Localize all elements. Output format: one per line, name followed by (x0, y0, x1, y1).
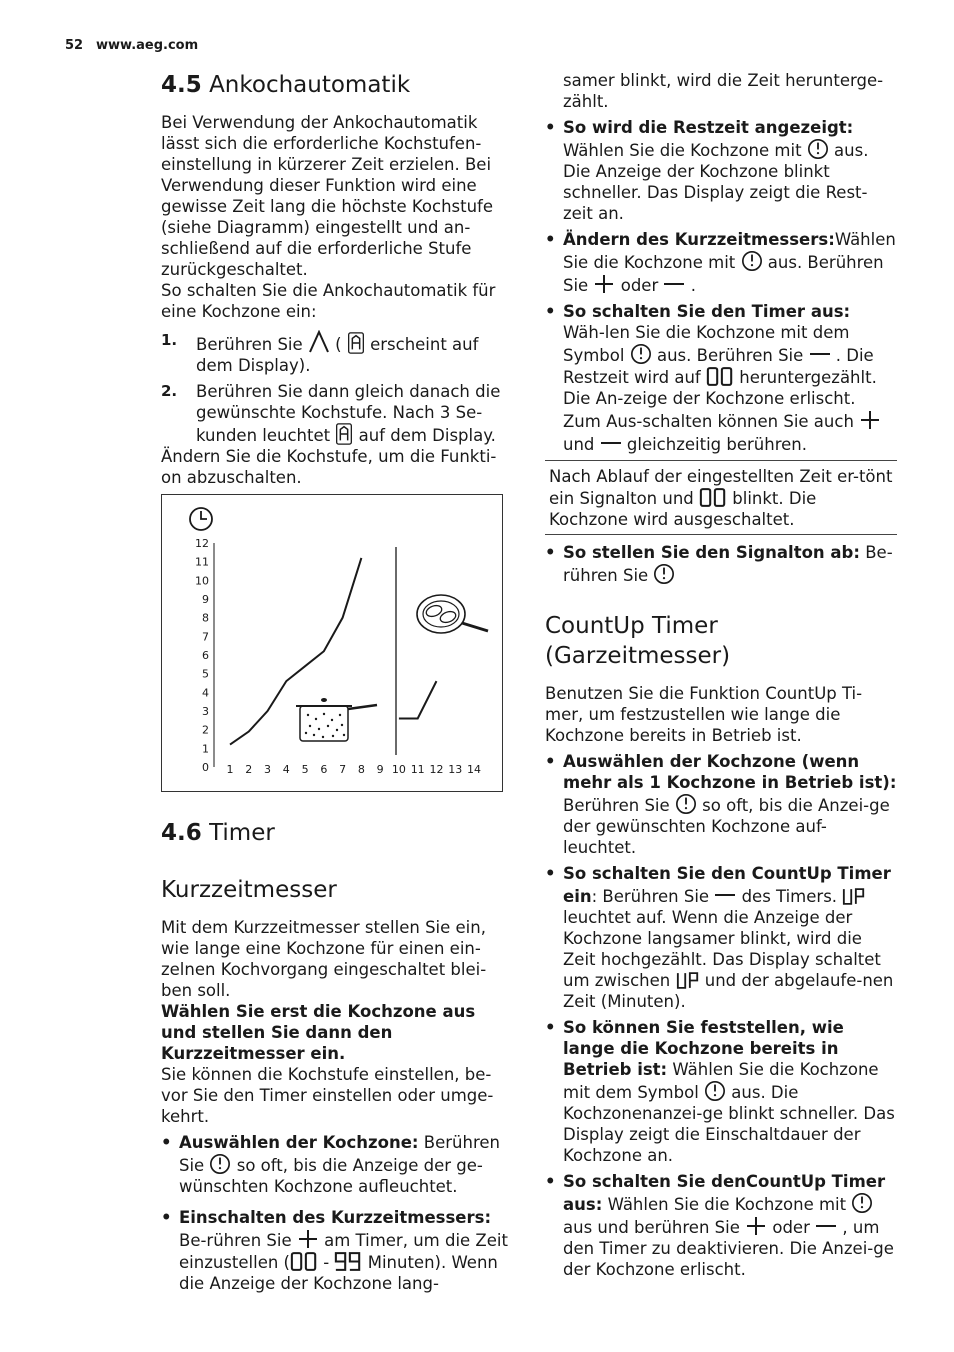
timer-icon (653, 563, 675, 585)
x-tick-label: 7 (339, 763, 347, 776)
segment-up-icon (676, 971, 700, 990)
boxed-a-display-icon (335, 423, 353, 445)
y-tick-label: 11 (195, 555, 209, 569)
list-item: • Ändern des Kurzzeitmessers:Wählen Sie die Kochzone mit aus. Berühren Sie oder . (545, 229, 897, 296)
x-tick-label: 11 (410, 763, 425, 776)
y-tick-label: 0 (202, 761, 209, 774)
x-tick-label: 6 (320, 763, 328, 776)
minus-icon (809, 343, 831, 365)
segment-00-icon (699, 487, 727, 508)
list-item: • So schalten Sie den CountUp Timer ein: Berühren Sie des Timers. leuchtet auf. Wenn die Anzeige der Kochzone langsamer blinkt, wird die Zeit hochgezählt. Das Display schaltet um zwischen und der abgelaufe-nen Zeit (Minuten). (545, 863, 897, 1012)
page-number: 52 (65, 38, 84, 53)
y-tick-label: 12 (195, 537, 209, 550)
header-url[interactable]: www.aeg.com (96, 38, 199, 53)
ankochautomatik-outro: Ändern Sie die Kochstufe, um die Funkti-on abzuschalten. (161, 447, 497, 487)
timer-icon (675, 793, 697, 815)
minus-icon (600, 432, 622, 454)
section-4-6-heading: 4.6 Timer (161, 820, 275, 846)
list-item: • Auswählen der Kochzone: Berühren Sie so oft, bis die Anzeige der ge-wünschten Kochzone aufleuchtet. (161, 1132, 511, 1197)
x-tick-label: 9 (376, 763, 384, 776)
minus-icon (815, 1215, 837, 1237)
x-tick-label: 8 (357, 763, 365, 776)
list-item: • So können Sie feststellen, wie lange die Kochzone bereits in Betrieb ist: Wählen Sie die Kochzone mit dem Symbol aus. Die Kochzonenanzei-ge blinkt schneller. Das Display zeigt die Einschaltdauer der Kochzone an. (545, 1017, 897, 1166)
list-item: • So schalten Sie denCountUp Timer aus: Wählen Sie die Kochzone mit aus und berühren Sie oder , um den Timer zu deaktivieren. Die Anzei-ge der Kochzone erlischt. (545, 1171, 897, 1280)
right-column (545, 70, 897, 1280)
y-tick-label: 4 (202, 686, 209, 700)
ankochautomatik-intro: Bei Verwendung der Ankochautomatik lässt sich die erforderliche Kochstufen-einstellung in kürzerer Zeit erzielen. Bei Verwendung dieser Funktion wird eine gewisse Zeit lang die höchste Kochstufe (siehe Diagramm) eingestellt und an-schließend auf die erforderliche Stufe zurückgeschaltet. (161, 113, 494, 279)
timer-icon (209, 1153, 231, 1175)
x-tick-label: 2 (245, 763, 253, 776)
x-tick-label: 13 (448, 763, 463, 776)
kurzzeitmesser-heading: Kurzzeitmesser (161, 877, 337, 903)
y-tick-label: 7 (202, 630, 209, 644)
frying-pan-icon (417, 595, 488, 633)
plus-icon (297, 1228, 319, 1250)
auto-a-icon (308, 330, 330, 354)
countup-list (545, 751, 897, 1280)
minus-icon (663, 273, 685, 295)
timer-icon (630, 343, 652, 365)
timer-icon (741, 250, 763, 272)
y-tick-label: 8 (202, 611, 209, 625)
kurzzeitmesser-para: Sie können die Kochstufe einstellen, be-vor Sie den Timer einstellen oder umge-kehrt. (161, 1065, 494, 1126)
kurzzeitmesser-list-left (161, 1132, 511, 1294)
timer-icon (807, 138, 829, 160)
step-1: 1. Berühren Sie ( erscheint auf dem Display). (161, 331, 479, 375)
step-2: 2. Berühren Sie dann gleich danach die gewünschte Kochstufe. Nach 3 Se-kunden leuchtet auf dem Display. (161, 382, 501, 445)
kurzzeitmesser-continuation: samer blinkt, wird die Zeit herunterge-zählt. (563, 71, 884, 111)
kurzzeitmesser-bold-note: Wählen Sie erst die Kochzone aus und stellen Sie dann den Kurzzeitmesser ein. (161, 1002, 476, 1063)
timer-end-note: Nach Ablauf der eingestellten Zeit er-tönt ein Signalton und blinkt. Die Kochzone wird ausgeschaltet. (545, 460, 897, 535)
boxed-a-display-icon (347, 332, 365, 354)
plus-icon (593, 273, 615, 295)
ankochautomatik-howto: So schalten Sie die Ankochautomatik für eine Kochzone ein: (161, 281, 496, 321)
segment-99-icon (334, 1251, 362, 1272)
segment-00-icon (706, 366, 734, 387)
left-column (161, 70, 511, 1294)
y-tick-label: 6 (202, 649, 209, 662)
countup-heading: CountUp Timer (Garzeitmesser) (545, 613, 731, 669)
plus-icon (859, 409, 881, 431)
x-tick-label: 1 (226, 763, 234, 776)
x-tick-label: 5 (301, 763, 309, 776)
list-item: • Einschalten des Kurzzeitmessers: Be-rühren Sie am Timer, um die Zeit einzustellen ( - Minuten). Wenn die Anzeige der Kochzone lang- (161, 1207, 511, 1294)
ankochautomatik-chart (162, 495, 504, 793)
x-tick-label: 3 (264, 763, 272, 776)
y-tick-label: 3 (202, 705, 209, 718)
list-item: • So stellen Sie den Signalton ab: Be-rühren Sie (545, 542, 897, 586)
timer-icon (704, 1080, 726, 1102)
y-tick-label: 10 (195, 574, 209, 588)
ankochautomatik-steps (161, 330, 511, 446)
x-tick-label: 10 (391, 763, 406, 776)
list-item: • Auswählen der Kochzone (wenn mehr als 1 Kochzone in Betrieb ist): Berühren Sie so oft, bis die Anzei-ge der gewünschten Kochzone auf-leuchtet. (545, 751, 897, 858)
minus-icon (714, 884, 736, 906)
timer-clock-icon (190, 508, 212, 530)
timer-icon (851, 1192, 873, 1214)
x-tick-label: 4 (282, 763, 290, 776)
kurzzeitmesser-intro: Mit dem Kurzzeitmesser stellen Sie ein, wie lange eine Kochzone für einen ein-zelnen Kochvorgang eingeschaltet blei-ben soll. (161, 918, 487, 1000)
countup-intro: Benutzen Sie die Funktion CountUp Ti-mer, um festzustellen wie lange die Kochzone bereits in Betrieb ist. (545, 684, 863, 745)
list-item: • So wird die Restzeit angezeigt: Wählen Sie die Kochzone mit aus. Die Anzeige der Kochzone blinkt schneller. Das Display zeigt die Rest-zeit an. (545, 117, 897, 224)
segment-up-icon (842, 887, 866, 906)
y-tick-label: 1 (202, 742, 209, 756)
y-tick-label: 9 (202, 593, 209, 606)
section-4-5-heading: 4.5 Ankochautomatik (161, 72, 411, 98)
series-line-weiterkochen (399, 681, 437, 718)
kurzzeitmesser-list-right (545, 117, 897, 455)
segment-00-icon (290, 1251, 318, 1272)
ankochautomatik-diagram (161, 494, 503, 792)
x-tick-label: 14 (467, 763, 481, 776)
pot-icon (296, 698, 377, 741)
signal-list (545, 542, 897, 586)
y-tick-label: 5 (202, 667, 209, 681)
x-tick-label: 12 (429, 763, 444, 776)
plus-icon (745, 1215, 767, 1237)
list-item: • So schalten Sie den Timer aus: Wäh-len Sie die Kochzone mit dem Symbol aus. Berühren Sie . Die Restzeit wird auf heruntergezählt. Die An-zeige der Kochzone erlischt. Zum Aus-schalten können Sie auch und gleichzeitig berühren. (545, 301, 897, 455)
y-tick-label: 2 (202, 723, 209, 737)
